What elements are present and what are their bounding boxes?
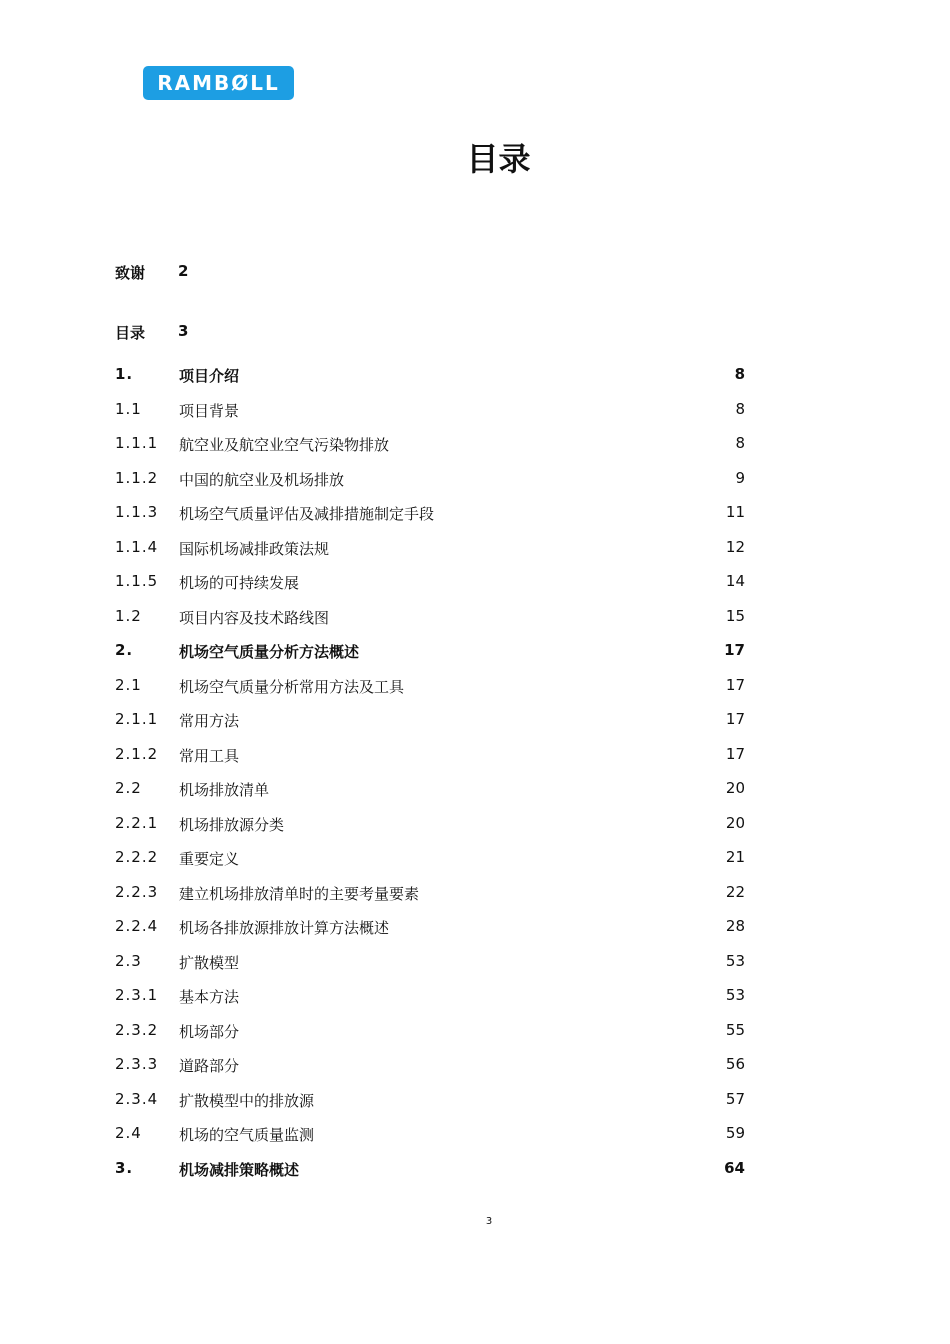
toc-entry-title: 机场减排策略概述 bbox=[179, 1160, 300, 1179]
toc-entry-number: 2.2 bbox=[115, 779, 142, 797]
toc-entry-page: 17 bbox=[724, 641, 745, 659]
toc-entry-number: 1.1 bbox=[115, 399, 142, 418]
toc-entry-title: 建立机场排放清单时的主要考量要素 bbox=[179, 884, 420, 903]
toc-entry-title: 中国的航空业及机场排放 bbox=[179, 470, 345, 489]
toc-entry-title: 重要定义 bbox=[179, 850, 240, 868]
toc-entry-page: 14 bbox=[725, 572, 745, 590]
toc-entry-page: 55 bbox=[725, 1020, 745, 1039]
toc-entry-page: 17 bbox=[725, 710, 745, 728]
toc-entry[interactable] bbox=[115, 1049, 745, 1084]
toc-entry[interactable] bbox=[115, 739, 745, 774]
toc-entry[interactable] bbox=[115, 601, 745, 636]
toc-entry[interactable] bbox=[115, 704, 745, 739]
toc-entry[interactable] bbox=[115, 877, 745, 912]
page-number: 3 bbox=[485, 1216, 493, 1227]
toc-entry-page: 21 bbox=[725, 848, 745, 866]
toc-entry-title: 机场排放清单 bbox=[179, 781, 270, 799]
toc-entry-number: 2.3.3 bbox=[115, 1055, 159, 1073]
toc-entry-number: 1.1.2 bbox=[115, 468, 159, 487]
toc-entry-title: 机场空气质量分析方法概述 bbox=[179, 643, 360, 661]
toc-entry-page: 20 bbox=[725, 813, 745, 832]
toc-entry-page: 11 bbox=[725, 503, 745, 521]
toc-entry-title: 航空业及航空业空气污染物排放 bbox=[179, 436, 390, 454]
toc-entry[interactable] bbox=[115, 635, 745, 670]
toc-entry-page: 9 bbox=[735, 468, 745, 487]
toc-entry-title: 机场排放源分类 bbox=[179, 815, 285, 834]
toc-entry-number: 2.2.2 bbox=[115, 848, 159, 866]
toc-entry-number: 2.1 bbox=[115, 675, 142, 694]
toc-entry-title: 基本方法 bbox=[179, 988, 240, 1006]
toc-entry-title: 国际机场减排政策法规 bbox=[179, 539, 330, 558]
toc-entry-number: 1.1.4 bbox=[115, 537, 159, 556]
toc-entry-title: 常用方法 bbox=[179, 712, 240, 730]
toc-entry[interactable] bbox=[115, 566, 745, 601]
toc-entry[interactable] bbox=[115, 808, 745, 843]
toc-entry-title: 机场空气质量分析常用方法及工具 bbox=[179, 677, 405, 696]
toc-entry-number: 2.1.1 bbox=[115, 710, 159, 728]
toc-entry-number: 2.3.4 bbox=[115, 1089, 159, 1108]
toc-entry-title: 常用工具 bbox=[179, 746, 240, 765]
toc-entry[interactable] bbox=[115, 1118, 745, 1153]
toc-entry-page: 8 bbox=[735, 399, 745, 418]
page-title: 目录 bbox=[466, 140, 531, 178]
toc-entry-title: 项目背景 bbox=[179, 401, 240, 420]
toc-entry[interactable] bbox=[115, 1153, 745, 1188]
toc-entry-title: 道路部分 bbox=[179, 1057, 240, 1075]
toc-entry[interactable] bbox=[115, 428, 745, 463]
toc-entry-page: 57 bbox=[725, 1089, 745, 1108]
toc-entry-title: 机场的可持续发展 bbox=[179, 574, 300, 592]
toc-entry-title: 扩散模型 bbox=[179, 953, 240, 972]
toc-entry[interactable] bbox=[115, 394, 745, 429]
toc-entry-number: 2.2.4 bbox=[115, 917, 159, 935]
toc-entry-page: 64 bbox=[724, 1158, 745, 1177]
toc-entry-number: 2. bbox=[115, 641, 134, 659]
front-matter-label: 目录 bbox=[115, 324, 146, 342]
toc-entry[interactable] bbox=[115, 842, 745, 877]
toc-entry-number: 3. bbox=[115, 1158, 134, 1177]
toc-entry[interactable] bbox=[115, 463, 745, 498]
toc-entry-number: 1.2 bbox=[115, 606, 142, 625]
toc-entry-page: 17 bbox=[725, 675, 745, 694]
toc-entry-page: 15 bbox=[725, 606, 745, 625]
toc-entry-page: 8 bbox=[735, 434, 745, 452]
toc-entry-number: 2.4 bbox=[115, 1124, 142, 1142]
toc-entry-number: 1. bbox=[115, 365, 134, 383]
ramboll-logo: RAMBØLL bbox=[143, 66, 294, 100]
toc-entry-number: 2.1.2 bbox=[115, 744, 159, 763]
toc-entry-number: 1.1.3 bbox=[115, 503, 159, 521]
toc-entry-number: 2.3.2 bbox=[115, 1020, 159, 1039]
toc-entry[interactable] bbox=[115, 670, 745, 705]
toc-entry-title: 项目内容及技术路线图 bbox=[179, 608, 330, 627]
toc-entry-number: 1.1.5 bbox=[115, 572, 159, 590]
toc-entry[interactable] bbox=[115, 946, 745, 981]
toc-entry-title: 项目介绍 bbox=[179, 367, 240, 385]
toc-entry-title: 机场部分 bbox=[179, 1022, 240, 1041]
toc-entry[interactable] bbox=[115, 1015, 745, 1050]
toc-entry-page: 56 bbox=[725, 1055, 745, 1073]
toc-entry-number: 2.3 bbox=[115, 951, 142, 970]
toc-entry-number: 2.3.1 bbox=[115, 986, 159, 1004]
toc-entry-number: 1.1.1 bbox=[115, 434, 159, 452]
toc-entry[interactable] bbox=[115, 1084, 745, 1119]
front-matter-page: 3 bbox=[178, 322, 189, 340]
toc-entry[interactable] bbox=[115, 532, 745, 567]
toc-entry-title: 扩散模型中的排放源 bbox=[179, 1091, 315, 1110]
front-matter-page: 2 bbox=[178, 262, 189, 280]
toc-entry-page: 53 bbox=[725, 986, 745, 1004]
toc-entry-title: 机场的空气质量监测 bbox=[179, 1126, 315, 1144]
toc-entry[interactable] bbox=[115, 980, 745, 1015]
toc-entry[interactable] bbox=[115, 911, 745, 946]
toc-entry-title: 机场空气质量评估及减排措施制定手段 bbox=[179, 505, 435, 523]
front-matter-label: 致谢 bbox=[115, 264, 146, 282]
toc-entry[interactable] bbox=[115, 359, 745, 394]
toc-entry-page: 20 bbox=[725, 779, 745, 797]
toc-entry-page: 17 bbox=[725, 744, 745, 763]
toc-entry-title: 机场各排放源排放计算方法概述 bbox=[179, 919, 390, 937]
toc-entry-page: 59 bbox=[725, 1124, 745, 1142]
toc-entry[interactable] bbox=[115, 497, 745, 532]
toc-entry-page: 22 bbox=[725, 882, 745, 901]
toc-entry-number: 2.2.3 bbox=[115, 882, 159, 901]
toc-entry-number: 2.2.1 bbox=[115, 813, 159, 832]
table-of-contents bbox=[115, 359, 745, 1187]
toc-entry-page: 28 bbox=[725, 917, 745, 935]
toc-entry-page: 12 bbox=[725, 537, 745, 556]
toc-entry[interactable] bbox=[115, 773, 745, 808]
toc-entry-page: 8 bbox=[734, 365, 745, 383]
toc-entry-page: 53 bbox=[725, 951, 745, 970]
